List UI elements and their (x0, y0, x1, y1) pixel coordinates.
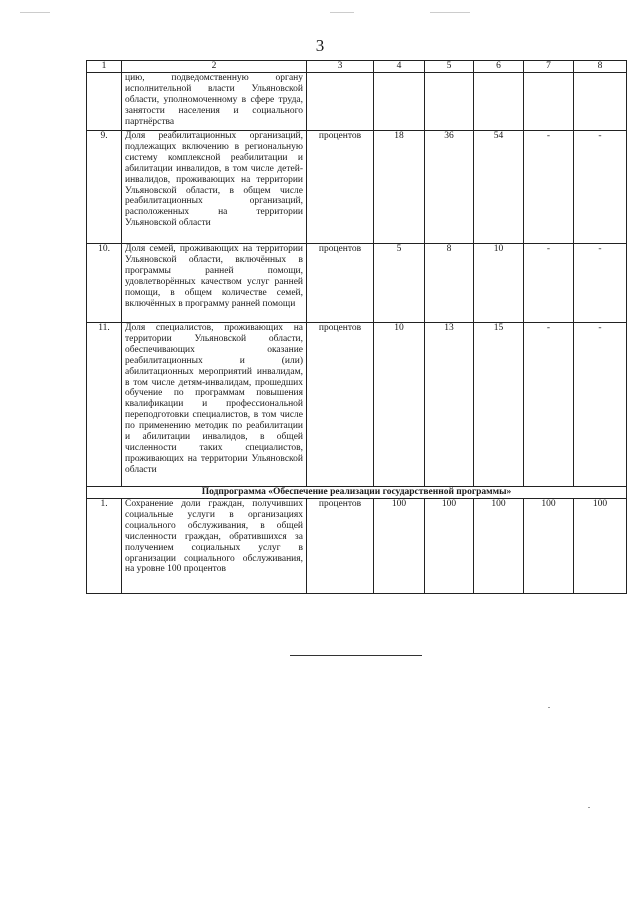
indicator-description: цию, подведомственную органу исполнительной власти Ульяновской области, уполномоченному в сфере труда, занятости населения и социального партнёрства (122, 73, 307, 131)
column-header: 5 (425, 61, 474, 73)
row-number: 10. (87, 244, 122, 323)
row-number: 1. (87, 499, 122, 594)
table-row (87, 131, 627, 244)
value-cell: 100 (474, 499, 524, 594)
value-cell: 10 (374, 323, 425, 487)
value-cell (524, 73, 574, 131)
end-divider-line (290, 655, 422, 656)
scan-speck (330, 12, 354, 13)
indicators-table (86, 60, 627, 594)
value-cell: - (524, 323, 574, 487)
column-header: 3 (307, 61, 374, 73)
column-header: 1 (87, 61, 122, 73)
value-cell: 100 (574, 499, 627, 594)
scan-speck (20, 12, 50, 13)
indicator-description: Доля семей, проживающих на территории Ульяновской области, включённых в программы ранней помощи, удовлетворённых качеством услуг ранней помощи, в общем количестве семей, включённых в программу ранней помощи (122, 244, 307, 323)
table-header-row (87, 61, 627, 73)
scan-speck (548, 707, 550, 708)
subprogram-title: Подпрограмма «Обеспечение реализации государственной программы» (87, 487, 627, 499)
unit-cell: процентов (307, 244, 374, 323)
value-cell: 13 (425, 323, 474, 487)
value-cell: 100 (374, 499, 425, 594)
scan-speck (588, 807, 590, 808)
value-cell: 10 (474, 244, 524, 323)
unit-cell: процентов (307, 323, 374, 487)
table-row (87, 499, 627, 594)
value-cell: 18 (374, 131, 425, 244)
page-number: 3 (315, 36, 325, 55)
value-cell (574, 73, 627, 131)
column-header: 6 (474, 61, 524, 73)
value-cell: 5 (374, 244, 425, 323)
column-header: 8 (574, 61, 627, 73)
value-cell: 15 (474, 323, 524, 487)
indicator-description: Доля реабилитационных организаций, подлежащих включению в региональную систему комплексной реабилитации и абилитации инвалидов, в том числе детей-инвалидов, проживающих на территории Ульяновской области, в общем числе реабилитационных организаций, расположенных на территории Ульяновской области (122, 131, 307, 244)
value-cell (474, 73, 524, 131)
value-cell: 8 (425, 244, 474, 323)
unit-cell: процентов (307, 499, 374, 594)
row-number (87, 73, 122, 131)
column-header: 2 (122, 61, 307, 73)
table-row (87, 323, 627, 487)
scan-speck (430, 12, 470, 13)
row-number: 11. (87, 323, 122, 487)
table-row (87, 244, 627, 323)
row-number: 9. (87, 131, 122, 244)
unit-cell (307, 73, 374, 131)
value-cell: 100 (524, 499, 574, 594)
value-cell: 36 (425, 131, 474, 244)
unit-cell: процентов (307, 131, 374, 244)
value-cell: - (574, 323, 627, 487)
subprogram-header-row (87, 487, 627, 499)
value-cell (374, 73, 425, 131)
value-cell: - (524, 244, 574, 323)
value-cell: - (524, 131, 574, 244)
indicator-description: Доля специалистов, проживающих на территории Ульяновской области, обеспечивающих оказание реабилитационных и (или) абилитационных мероприятий инвалидам, в том числе детям-инвалидам, прошедших обучение по программам повышения квалификации и профессиональной переподготовки специалистов, в том числе по применению методик по реабилитации и абилитации инвалидов, в общей численности таких специалистов, проживающих на территории Ульяновской области (122, 323, 307, 487)
value-cell: - (574, 131, 627, 244)
column-header: 4 (374, 61, 425, 73)
value-cell (425, 73, 474, 131)
indicator-description: Сохранение доли граждан, получивших социальные услуги в организациях социального обслуживания, в общей численности граждан, обратившихся за получением социальных услуг в организации социального обслуживания, на уровне 100 процентов (122, 499, 307, 594)
value-cell: 54 (474, 131, 524, 244)
value-cell: - (574, 244, 627, 323)
column-header: 7 (524, 61, 574, 73)
table-row (87, 73, 627, 131)
value-cell: 100 (425, 499, 474, 594)
